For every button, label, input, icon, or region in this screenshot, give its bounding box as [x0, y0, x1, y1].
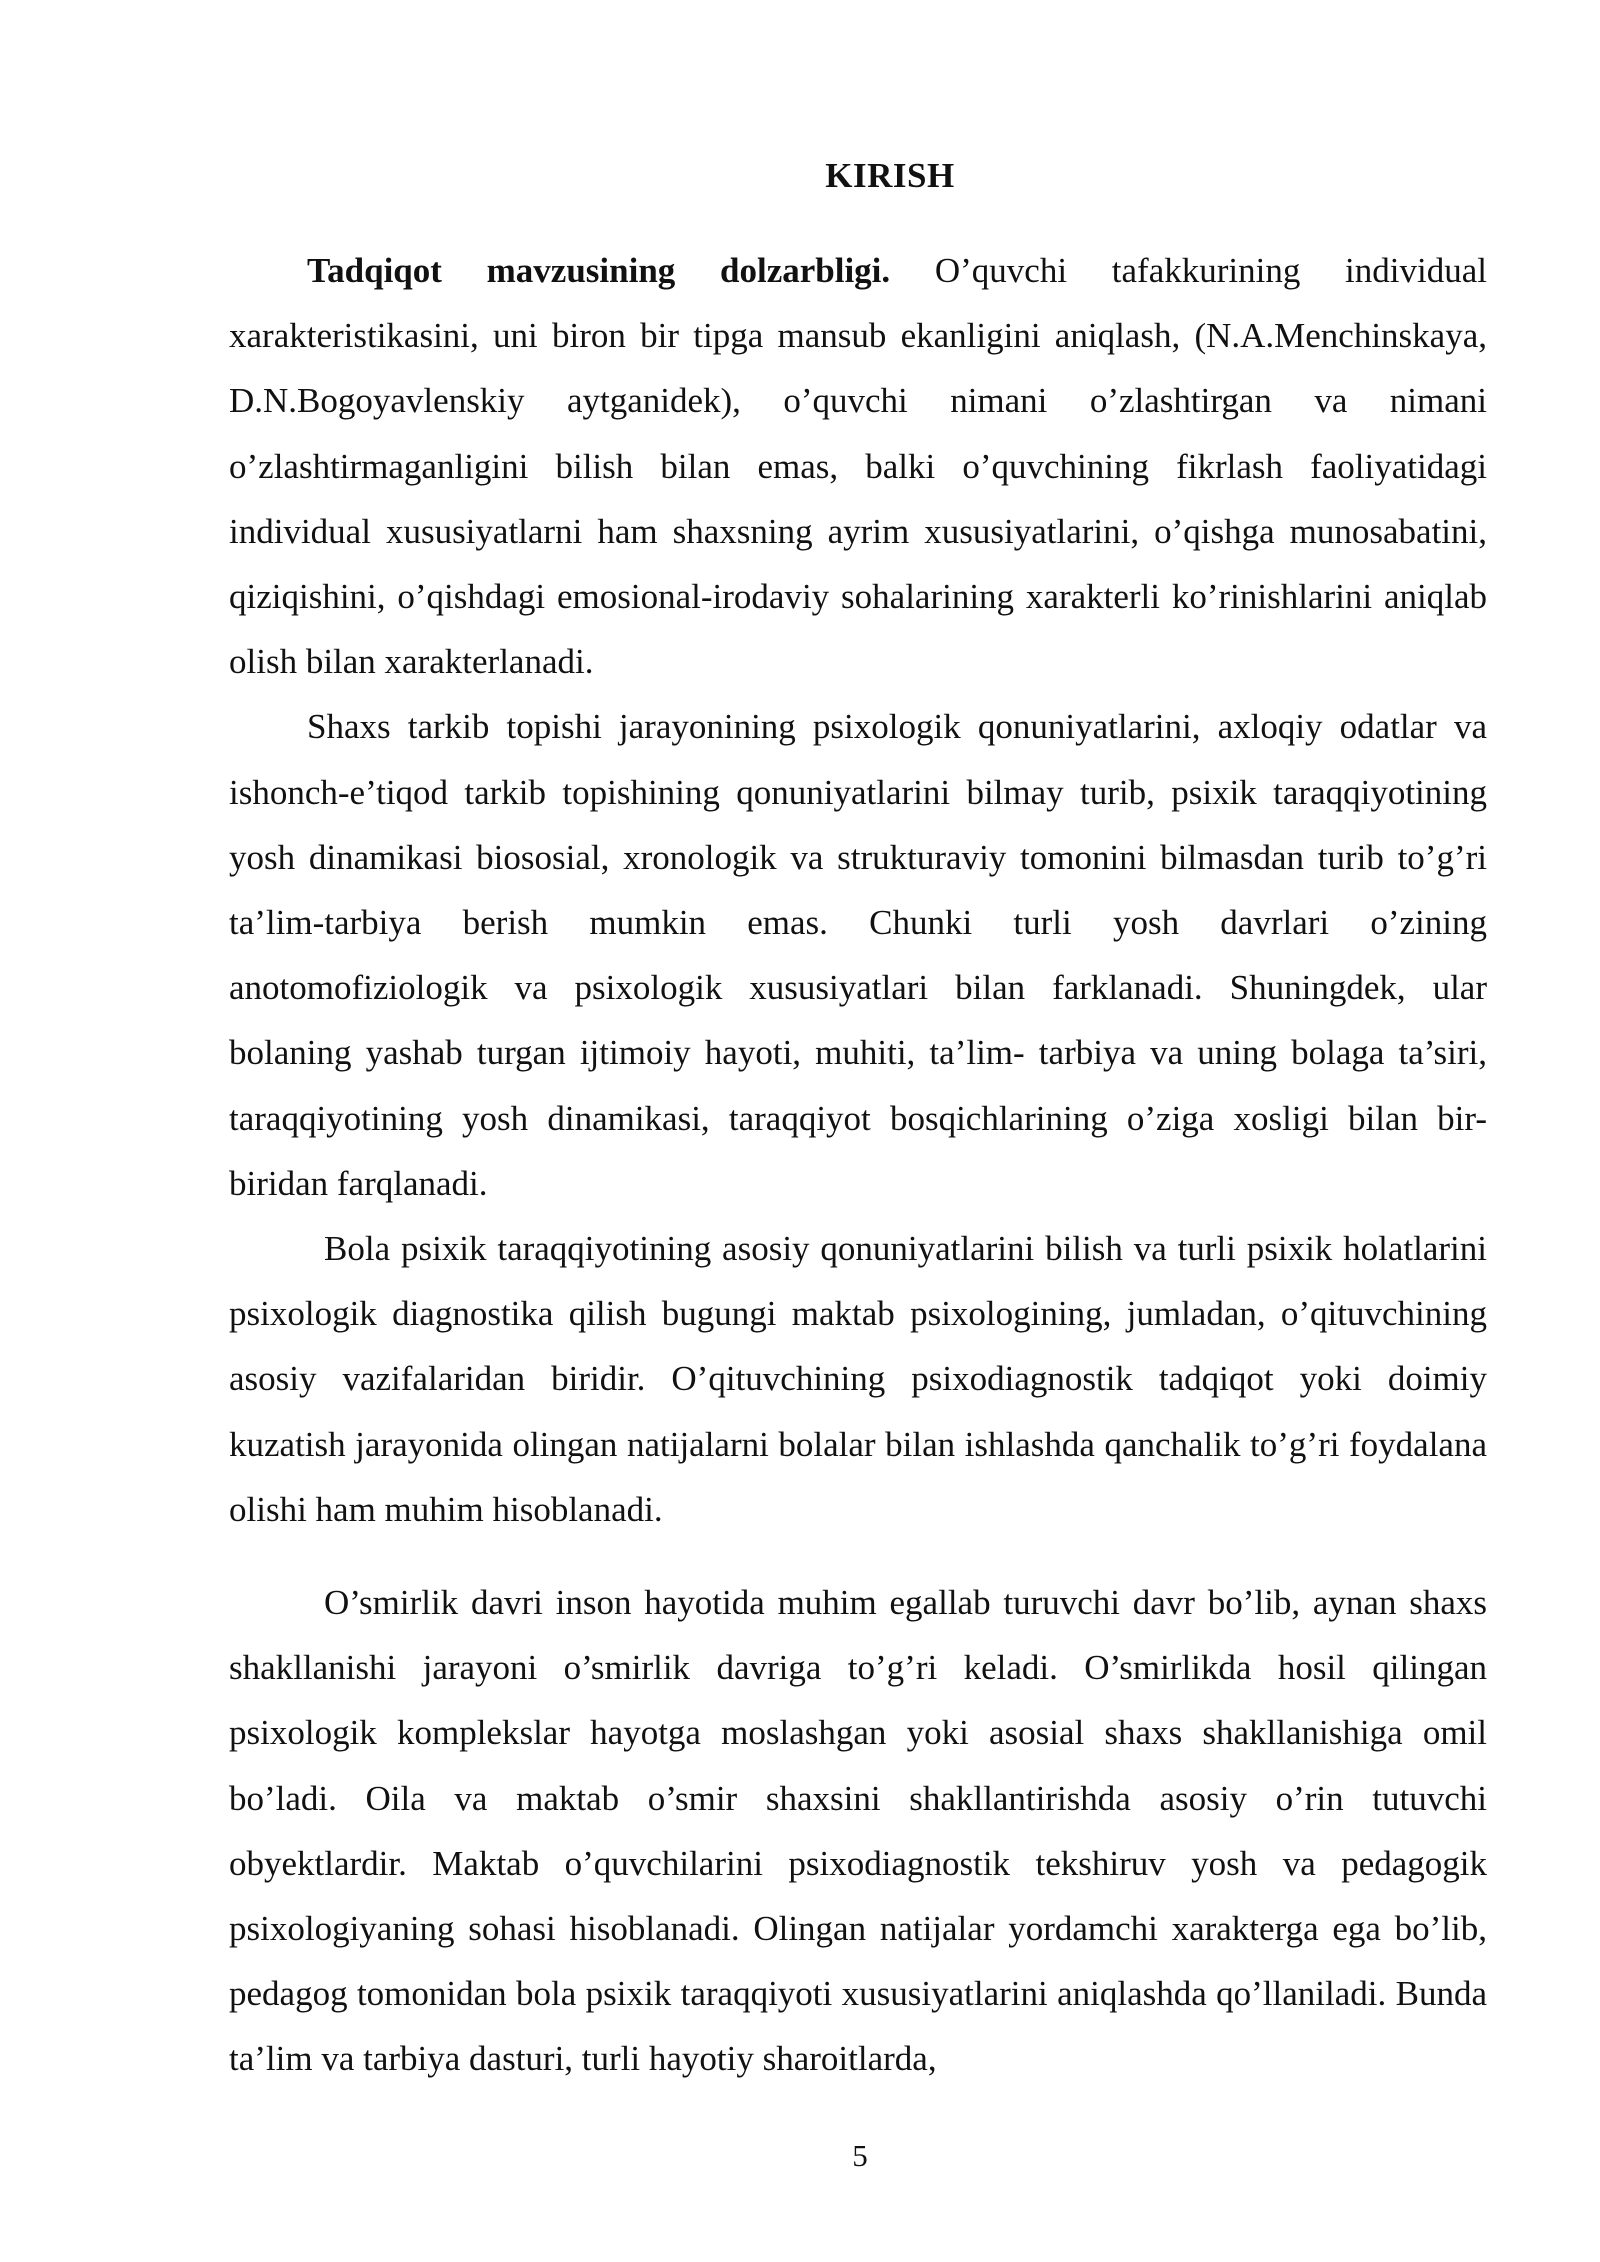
- paragraph-lead: Tadqiqot mavzusining dolzarbligi.: [307, 251, 891, 290]
- paragraph-personality: Shaxs tarkib topishi jarayonining psixologik qonuniyatlarini, axloqiy odatlar va ishonch-e’tiqod tarkib topishining qonuniyatlarini bilmay turib, psixik taraqqiyotining yosh dinamikasi biososial, xronologik va strukturaviy tomonini bilmasdan turib to’g’ri ta’lim-tarbiya berish mumkin emas. Chunki turli yosh davrlari o’zining anotomofiziologik va psixologik xususiyatlari bilan farklanadi. Shuningdek, ular bolaning yashab turgan ijtimoiy hayoti, muhiti, ta’lim- tarbiya va uning bolaga ta’siri, taraqqiyotining yosh dinamikasi, taraqqiyot bosqichlarining o’ziga xosligi bilan bir-biridan farqlanadi.: [229, 707, 1487, 1203]
- paragraph-diagnostics: Bola psixik taraqqiyotining asosiy qonuniyatlarini bilish va turli psixik holatlarini psixologik diagnostika qilish bugungi maktab psixologining, jumladan, o’qituvchining asosiy vazifalaridan biridir. O’qituvchining psixodiagnostik tadqiqot yoki doimiy kuzatish jarayonida olingan natijalarni bolalar bilan ishlashda qanchalik to’g’ri foydalana olishi ham muhim hisoblanadi.: [229, 1229, 1487, 1529]
- paragraph-text: O’quvchi tafakkurining individual xarakteristikasini, uni biron bir tipga mansub ekanligini aniqlash, (N.A.Menchinskaya, D.N.Bogoyavlenskiy aytganidek), o’quvchi nimani o’zlashtirgan va nimani o’zlashtirmaganligini bilish bilan emas, balki o’quvchining fikrlash faoliyatidagi individual xususiyatlarni ham shaxsning ayrim xususiyatlarini, o’qishga munosabatini, qiziqishini, o’qishdagi emosional-irodaviy sohalarining xarakterli ko’rinishlarini aniqlab olish bilan xarakterlanadi.: [229, 251, 1487, 682]
- section-heading: KIRISH: [825, 156, 955, 195]
- paragraph-relevance: [229, 238, 1487, 694]
- paragraph-adolescence: O’smirlik davri inson hayotida muhim egallab turuvchi davr bo’lib, aynan shaxs shakllanishi jarayoni o’smirlik davriga to’g’ri keladi. O’smirlikda hosil qilingan psixologik komplekslar hayotga moslashgan yoki asosial shaxs shakllanishiga omil bo’ladi. Oila va maktab o’smir shaxsini shakllantirishda asosiy o’rin tutuvchi obyektlardir. Maktab o’quvchilarini psixodiagnostik tekshiruv yosh va pedagogik psixologiyaning sohasi hisoblanadi. Olingan natijalar yordamchi xarakterga ega bo’lib, pedagog tomonidan bola psixik taraqqiyoti xususiyatlarini aniqlashda qo’llaniladi. Bunda ta’lim va tarbiya dasturi, turli hayotiy sharoitlarda,: [229, 1583, 1487, 2079]
- body-text: [229, 238, 1487, 2092]
- page-number: 5: [852, 2138, 868, 2173]
